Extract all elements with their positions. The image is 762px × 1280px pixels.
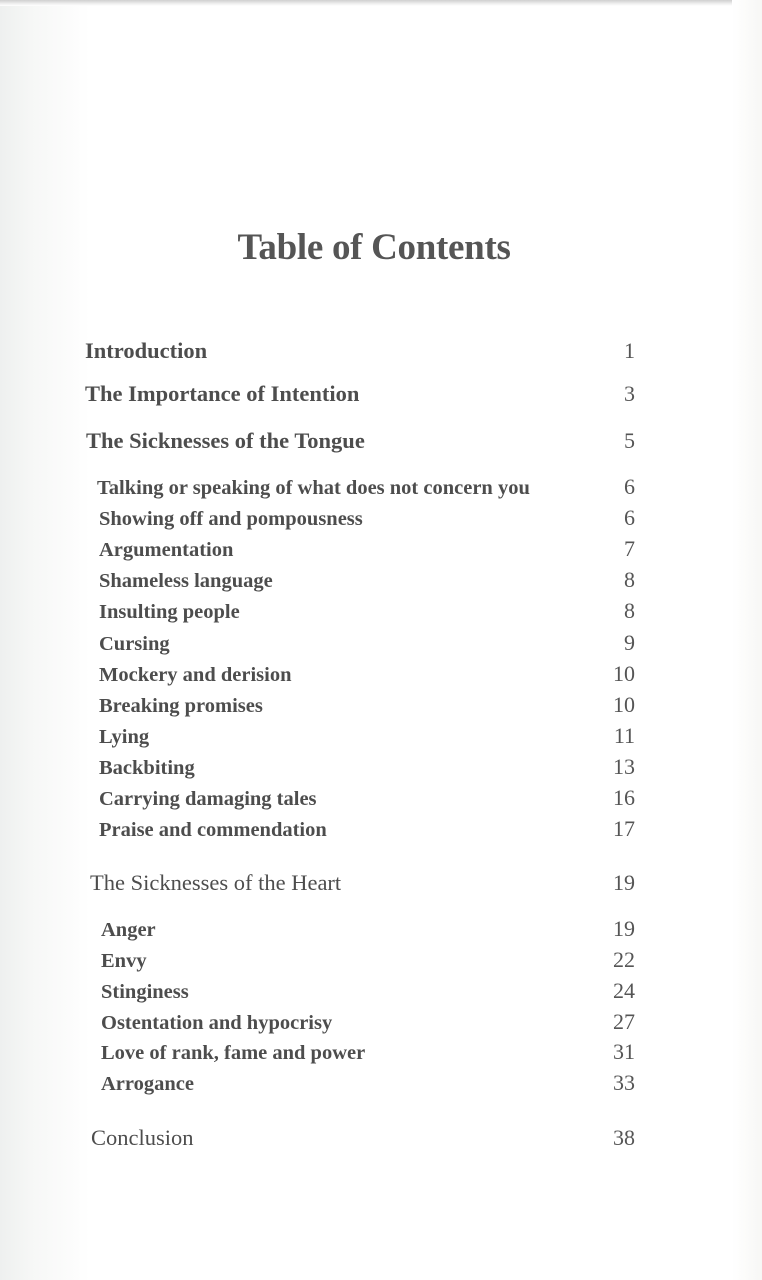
toc-entry-label: Conclusion [91,1125,194,1150]
toc-subentry [101,1039,635,1065]
scan-right-edge [732,0,762,1280]
page-title: Table of Contents [237,227,511,268]
toc-subentry [99,785,635,811]
toc-subentry-page: 9 [624,630,635,655]
toc-subentry-page: 33 [613,1070,635,1095]
toc-subentry [99,630,635,656]
toc-subentry-label: Mockery and derision [99,664,292,686]
toc-subentry [101,916,635,942]
toc-entry-conclusion [91,1125,635,1151]
toc-subentry-label: Anger [101,919,156,941]
toc-subentry-page: 6 [624,474,635,499]
toc-subentry-label: Backbiting [99,757,195,779]
toc-entry-page: 38 [613,1125,635,1150]
toc-subentry [99,567,635,593]
toc-subentry-label: Arrogance [101,1073,194,1095]
toc-subentry-page: 13 [613,754,635,779]
toc-subentry [101,1070,635,1096]
toc-subentry-label: Envy [101,950,147,972]
toc-subentry-label: Showing off and pompousness [99,508,363,530]
toc-subentry-page: 22 [613,947,635,972]
toc-subentry-label: Cursing [99,633,170,655]
toc-subentry-label: Carrying damaging tales [99,788,317,810]
toc-subentry [101,1009,635,1035]
toc-subentry-label: Love of rank, fame and power [101,1042,366,1064]
toc-subentry-label: Talking or speaking of what does not concern you [97,477,530,499]
toc-section-tongue [86,428,635,454]
toc-subentry-page: 16 [613,785,635,810]
toc-entry-page: 3 [624,381,635,406]
scan-top-edge [0,0,762,6]
toc-section-label: The Sicknesses of the Tongue [86,428,365,453]
toc-entry-label: The Importance of Intention [85,381,360,406]
toc-subentry-page: 7 [624,536,635,561]
toc-subentry [99,536,635,562]
toc-subentry-label: Ostentation and hypocrisy [101,1012,333,1034]
toc-section-page: 19 [613,870,635,895]
toc-subentry [99,692,635,718]
toc-subentry-page: 19 [613,916,635,941]
toc-subentry-page: 10 [613,692,635,717]
toc-subentry-page: 27 [613,1009,635,1034]
toc-subentry-label: Stinginess [101,981,189,1003]
toc-subentry-label: Shameless language [99,570,273,592]
toc-subentry-page: 8 [624,567,635,592]
toc-subentry-page: 24 [613,978,635,1003]
toc-subentry [99,661,635,687]
toc-subentry-page: 11 [613,723,635,748]
toc-subentry [99,816,635,842]
toc-subentry-label: Breaking promises [99,695,263,717]
toc-subentry-label: Lying [99,726,150,748]
toc-entry-introduction [85,338,635,364]
toc-subentry [99,723,635,749]
toc-subentry [99,505,635,531]
toc-subentry-page: 10 [613,661,635,686]
toc-entry-label: Introduction [85,338,208,363]
toc-entry-intention [85,381,635,407]
toc-subentry-label: Praise and commendation [99,819,327,841]
toc-subentry-page: 17 [613,816,635,841]
toc-section-heart [90,870,635,896]
toc-section-page: 5 [624,428,635,453]
toc-subentry-label: Argumentation [99,539,234,561]
toc-subentry-page: 6 [624,505,635,530]
toc-subentry [97,474,635,500]
toc-entry-page: 1 [624,338,635,363]
toc-subentry [101,947,635,973]
toc-subentry-page: 8 [624,598,635,623]
toc-subentry [99,598,635,624]
toc-subentry [99,754,635,780]
toc-subentry-label: Insulting people [99,601,240,623]
toc-section-label: The Sicknesses of the Heart [90,870,342,895]
toc-subentry-page: 31 [613,1039,635,1064]
toc-subentry [101,978,635,1004]
